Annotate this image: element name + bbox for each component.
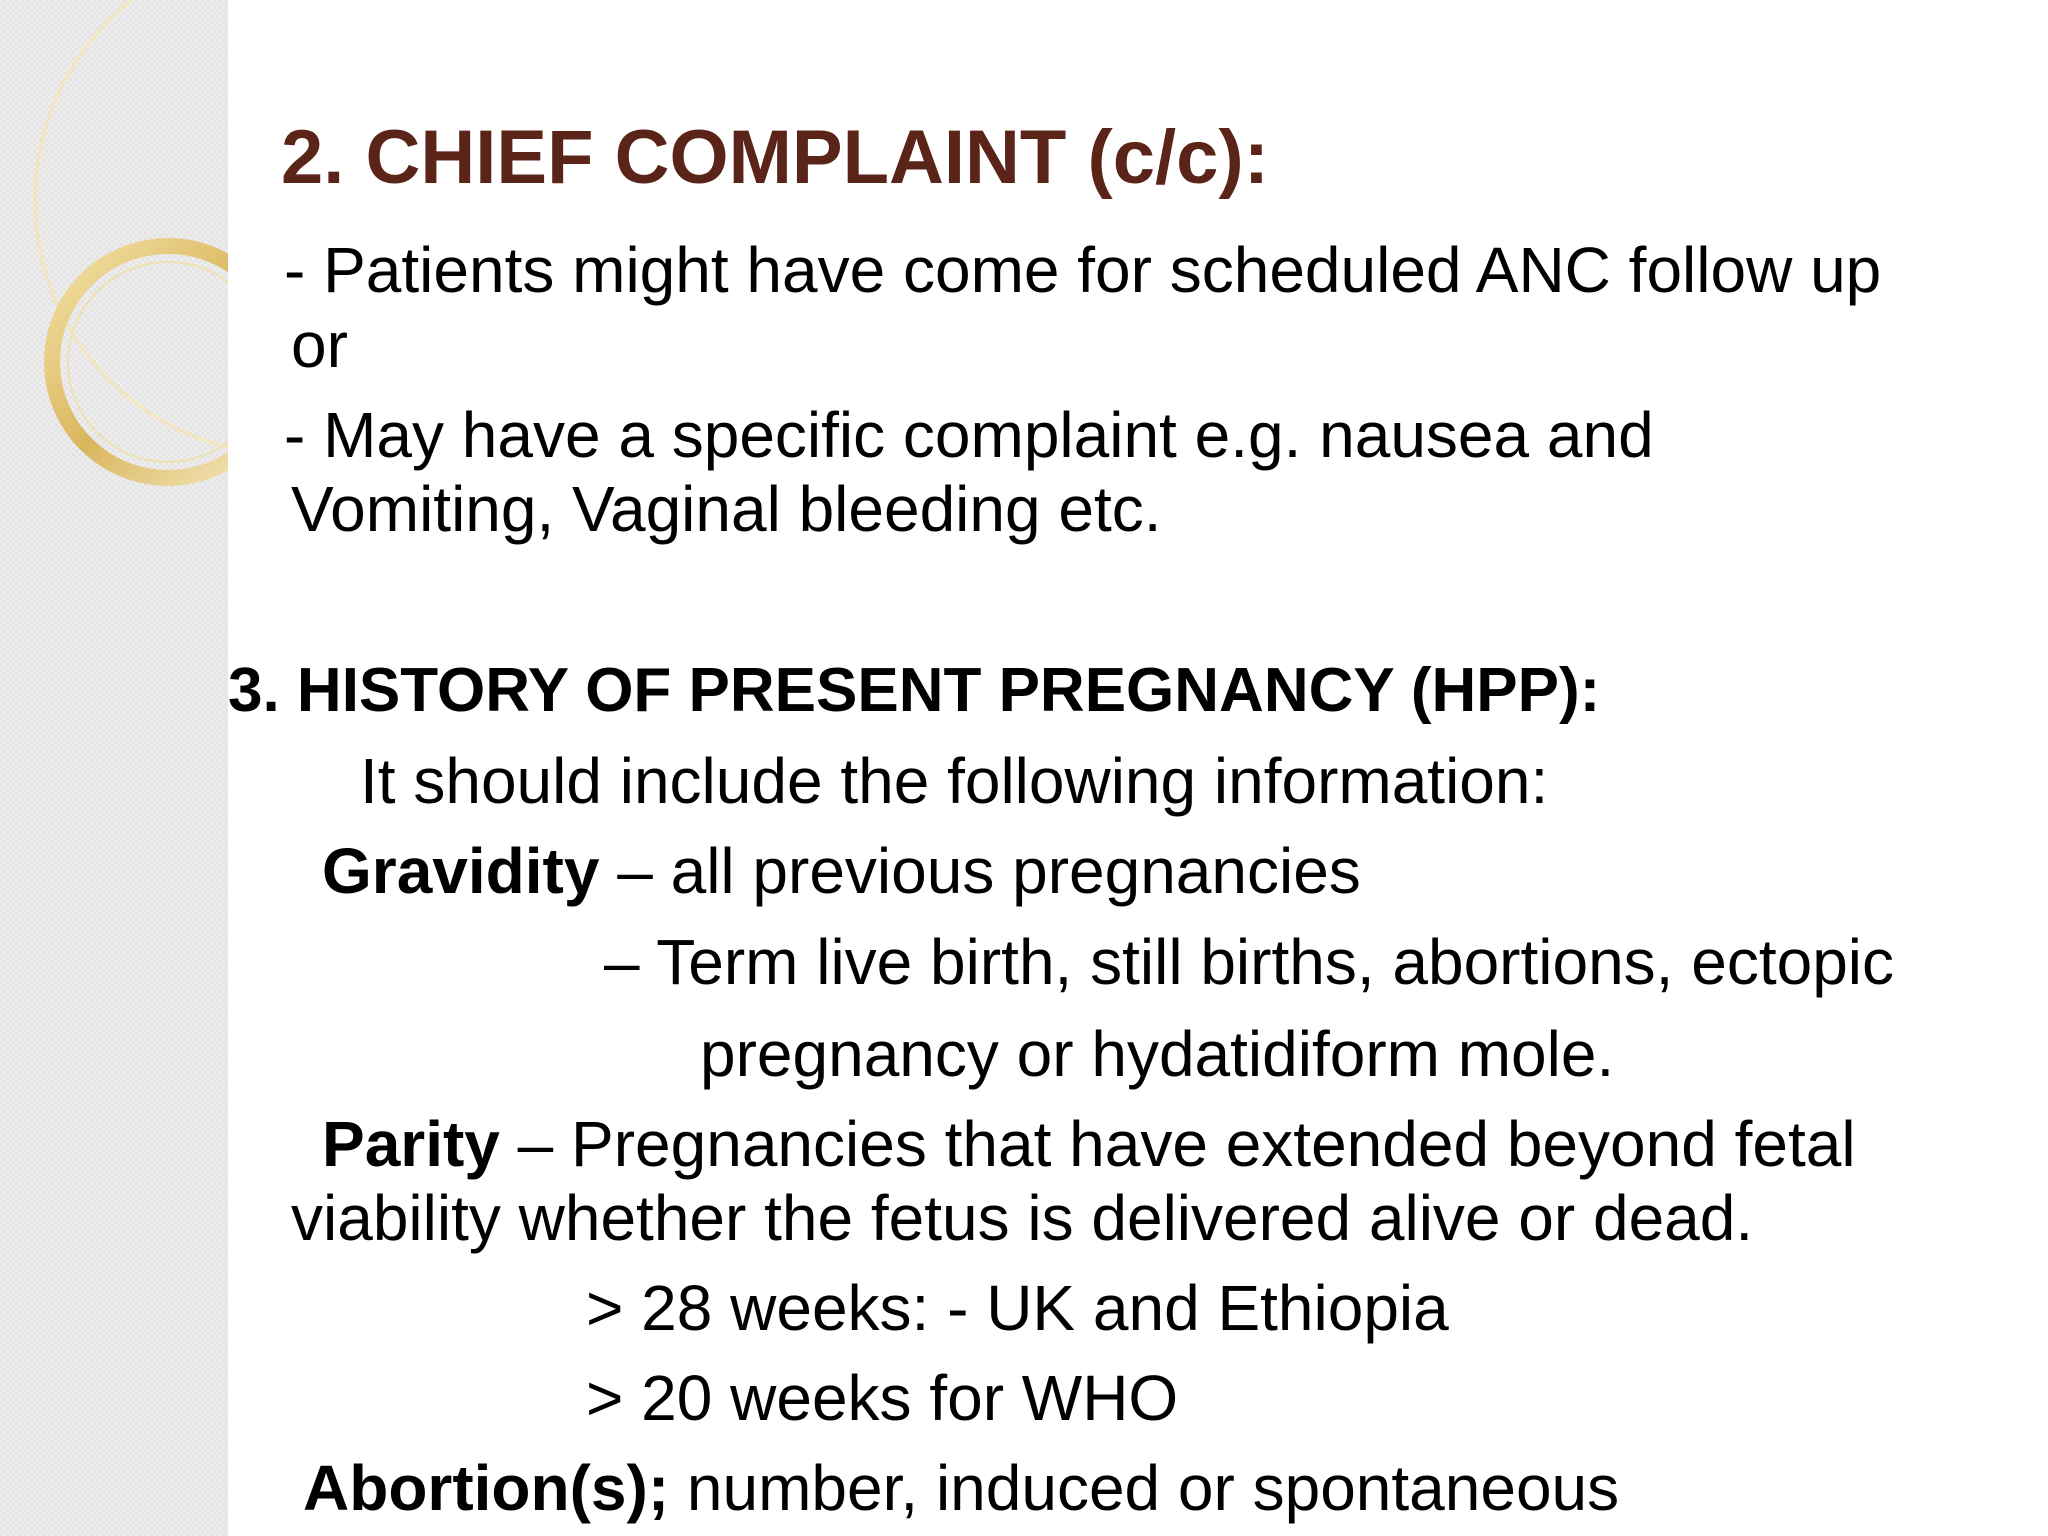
gold-rings-decoration — [0, 0, 228, 520]
slide-title: 2. CHIEF COMPLAINT (c/c): — [281, 115, 1270, 200]
hpp-intro: It should include the following information: — [360, 745, 1549, 817]
cc-bullet-2-line-1: - May have a specific complaint e.g. nausea and — [284, 399, 1654, 471]
cc-bullet-1-line-1: - Patients might have come for scheduled ANC follow up — [284, 234, 1882, 306]
hpp-heading: 3. HISTORY OF PRESENT PREGNANCY (HPP): — [228, 656, 1601, 725]
cc-bullet-1-line-2: or — [291, 309, 348, 381]
abortion-term: Abortion(s); — [303, 1452, 670, 1524]
gravidity-definition: – all previous pregnancies — [599, 835, 1361, 907]
gravidity-line — [322, 835, 1361, 907]
parity-line-1 — [322, 1108, 1856, 1180]
parity-who: > 20 weeks for WHO — [586, 1362, 1179, 1434]
gravidity-sub-line-1: – Term live birth, still births, abortions, ectopic — [604, 926, 1894, 998]
abortion-line — [303, 1452, 1620, 1524]
parity-uk-ethiopia: > 28 weeks: - UK and Ethiopia — [586, 1272, 1449, 1344]
parity-definition: – Pregnancies that have extended beyond fetal — [499, 1108, 1856, 1180]
gravidity-term: Gravidity — [322, 835, 600, 907]
abortion-definition: number, induced or spontaneous — [669, 1452, 1620, 1524]
decorative-sidebar — [0, 0, 228, 1536]
parity-term: Parity — [322, 1108, 500, 1180]
parity-line-2: viability whether the fetus is delivered alive or dead. — [291, 1182, 1754, 1254]
cc-bullet-2-line-2: Vomiting, Vaginal bleeding etc. — [291, 473, 1162, 545]
gravidity-sub-line-2: pregnancy or hydatidiform mole. — [700, 1018, 1615, 1090]
